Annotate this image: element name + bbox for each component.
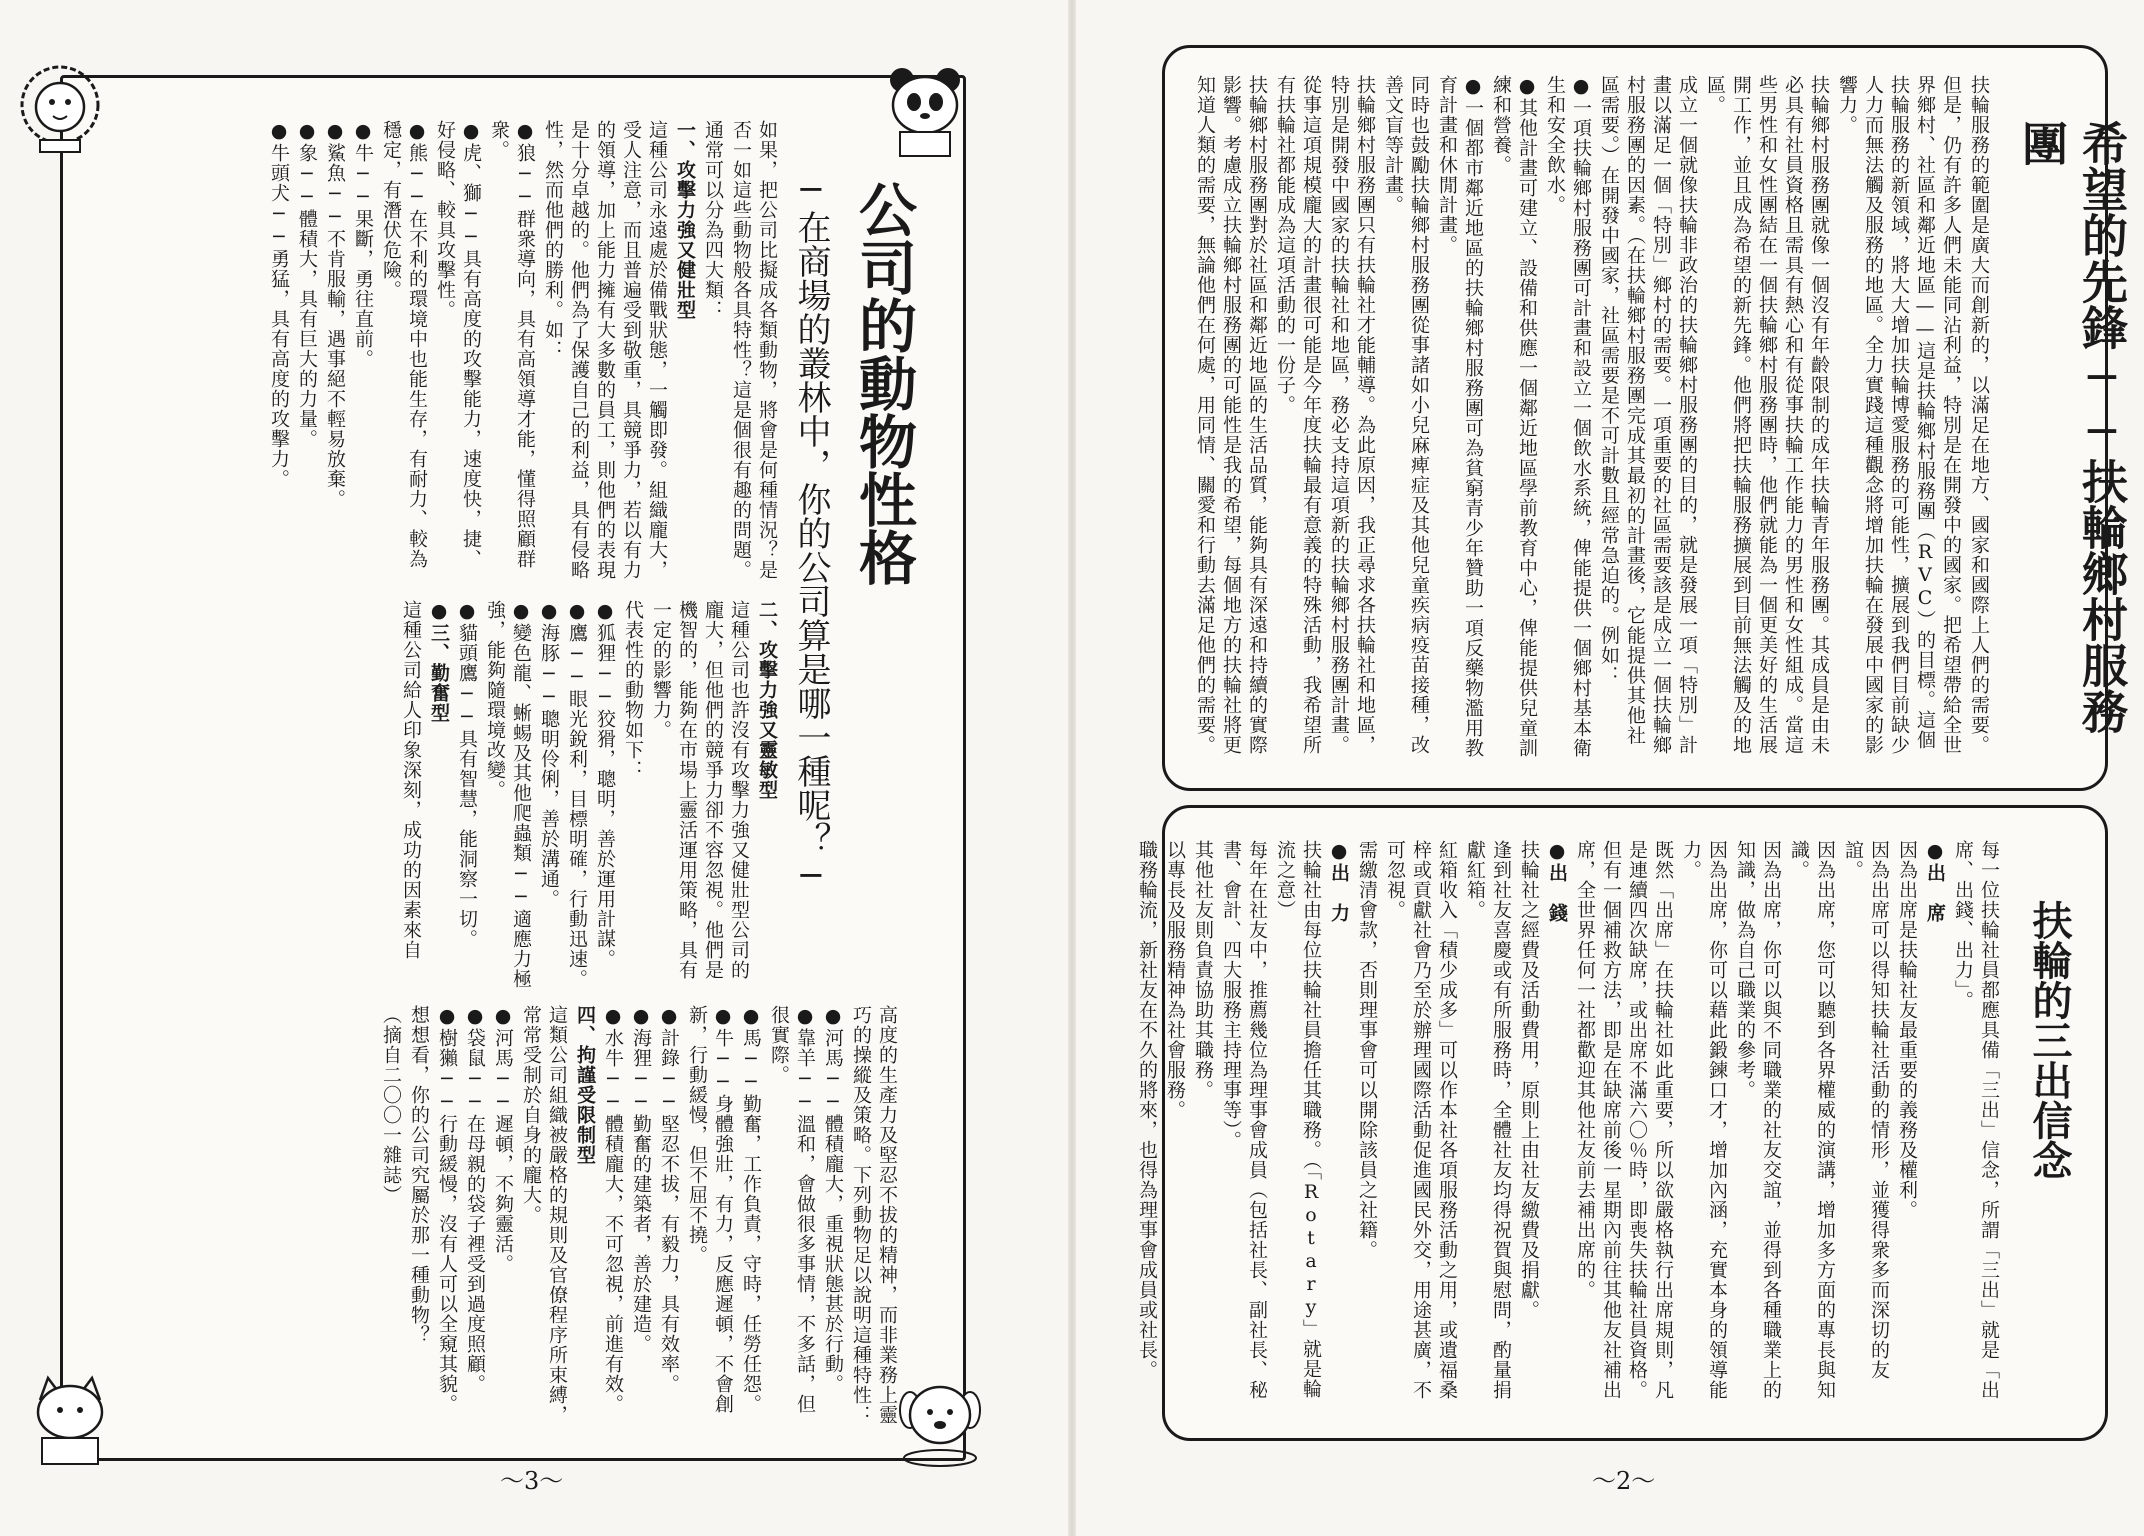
cat-mascot-icon	[20, 1370, 120, 1474]
tos-p8: ●出 錢	[1546, 840, 1568, 923]
col1-p7: ●牛──果斷，勇往直前。	[352, 120, 374, 369]
col3-p13: 想想看，你的公司究屬於那一種動物？	[408, 1005, 430, 1345]
three-outs-title: 扶輪的三出信念	[2026, 900, 2072, 1180]
tos-p2: 因為出席是扶輪社友最重要的義務及權利。	[1896, 840, 1918, 1220]
rvc-p0: 扶輪服務的範圍是廣大而創新的，以滿足在地方、國家和國際上人們的需要。	[1968, 75, 1990, 755]
rvc-body	[1192, 75, 1992, 765]
col2-p4: ●鷹──眼光銳利，目標明確，行動迅速。	[566, 600, 588, 989]
rvc-p4: ●一項扶輪鄉村服務團可計畫和設立一個飲水系統，俾能提供一個鄉村基本衛生和安全飲水。	[1544, 75, 1592, 758]
col3-p1: ●河馬──體積龐大，重視狀態甚於行動。	[822, 1005, 844, 1394]
col2-p2: 代表性的動物如下：	[622, 600, 644, 780]
tos-p18: 職務輪流，新社友在不久的將來，也得為理事會成員或社長。	[1136, 840, 1158, 1380]
rvc-p7: 同時也鼓勵扶輪鄉村服務團從事諸如小兒麻痺症及其他兒童疾病疫苗接種，改善文盲等計畫。	[1382, 75, 1430, 755]
col3-p8: 四、拘謹受限制型	[574, 1005, 596, 1165]
rvc-p2: 扶輪鄉村服務團就像一個沒有年齡限制的成年扶輪青年服務團。其成員是由未必具有社員資格且需具有熱心和有從事扶輪工作能力的男性和女性組成。當這些男性和女性團結在一個扶輪鄉村服務團時，他們就能為一個更美好的生活展開工作，並且成為希望的新先鋒。他們將把扶輪服務擴展到目前無法觸及的地區。	[1704, 75, 1830, 755]
rvc-p5: ●其他計畫可建立、設備和供應一個鄰近地區學前教育中心，俾能提供兒童訓練和營養。	[1490, 75, 1538, 758]
rvc-title: 希望的先鋒──扶輪鄉村服務團	[2015, 120, 2129, 734]
col2-p7: ●貓頭鷹──具有智慧，能洞察一切。	[456, 600, 478, 949]
article-column-3	[120, 1005, 900, 1425]
col3-p6: ●海狸──勤奮的建築者，善於建造。	[630, 1005, 652, 1354]
col1-p6: ●熊──在不利的環境中也能生存，有耐力、較為穩定，有潛伏危險。	[380, 120, 428, 569]
tos-p11: 紅箱收入「積少成多」可以作本社各項服務活動之用，或遺福桑梓或貢獻社會乃至於辦理國際活動促進國民外交，用途甚廣，不可忽視。	[1384, 840, 1458, 1400]
col2-p5: ●海豚──聰明伶俐，善於溝通。	[538, 600, 560, 909]
col2-p8: ●三、勤奮型	[428, 600, 450, 723]
rvc-p3: 成立一個就像扶輪非政治的扶輪鄉村服務團的目的，就是發展一項「特別」計畫以滿足一個「特別」鄉村的需要。一項重要的社區需要該是成立一個扶輪鄉村服務團的因素。（在扶輪鄉村服務團完成其最初的計畫後，它能提供其他社區需要。）在開發中國家，社區需要是不可計數且經常急迫的。例如：	[1598, 75, 1698, 755]
col3-p9: 這類公司組織被嚴格的規則及官僚程序所束縛，常常受制於自身的龐大。	[520, 1005, 568, 1425]
tos-p14: 扶輪社由每位扶輪社員擔任其職務。（「Rotary」就是輪流之意）	[1274, 840, 1322, 1399]
tos-p4: 因為出席，您可以聽到各界權威的演講，增加多方面的專長與知識。	[1788, 840, 1836, 1400]
col3-p14: （摘自二〇〇一雜誌）	[380, 1005, 402, 1205]
puppy-mascot-icon	[890, 1370, 990, 1474]
col2-p1: 這種公司也許沒有攻擊力強又健壯型公司的龐大，但他們的競爭力卻不容忽視。他們是機智的，能夠在市場上靈活運用策略，具有一定的影響力。	[650, 600, 750, 980]
col3-p5: ●計錄──堅忍不拔，有毅力，具有效率。	[658, 1005, 680, 1394]
tos-p9: 扶輪社之經費及活動費用，原則上由社友繳費及捐獻。	[1518, 840, 1540, 1320]
tos-p13: ●出 力	[1328, 840, 1350, 923]
tos-p10: 逢到社友喜慶或有所服務時，全體社友均得祝賀與慰問，酌量捐獻紅箱。	[1464, 840, 1512, 1400]
col1-p0: 如果，把公司比擬成各類動物，將會是何種情況？是否一如這些動物般各具特性？這是個很有趣的問題。	[730, 120, 778, 580]
col1-p9: ●象──體積大，具有巨大的力量。	[296, 120, 318, 449]
tos-p6: 因為出席，你可以藉此鍛鍊口才，增加內涵，充實本身的領導能力。	[1680, 840, 1728, 1400]
page-2	[1072, 0, 2144, 1536]
col3-p11: ●袋鼠──在母親的袋子裡受到過度照顧。	[464, 1005, 486, 1394]
col2-p6: ●變色龍、蜥蜴及其他爬蟲類──適應力極強，能夠隨環境改變。	[484, 600, 532, 989]
lion-mascot-icon	[10, 60, 110, 159]
tos-p5: 因為出席，你可以與不同職業的社友交誼，並得到各種職業上的知識，做為自己職業的參考。	[1734, 840, 1782, 1400]
col1-p2: 一、攻擊力強又健壯型	[674, 120, 696, 320]
rvc-p6: ●一個都市鄰近地區的扶輪鄉村服務團可為貧窮青少年贊助一項反藥物濫用教育計畫和休閒計畫。	[1436, 75, 1484, 758]
col3-p2: ●靠羊──溫和，會做很多事情，不多話，但很實際。	[768, 1005, 816, 1414]
col1-p3: 這種公司永遠處於備戰狀態，一觸即發。組織龐大，受人注意，而且普遍受到敬重，具競爭力，若以有力的領導，加上能力擁有大多數的員工，則他們的表現是十分卓越的。他們為了保護自己的利益，具有侵略性，然而他們的勝利。如：	[542, 120, 668, 580]
tos-p16: 其他社友則負責協助其職務。	[1192, 840, 1214, 1100]
rvc-p10: 扶輪鄉村服務團對於社區和鄰近地區的生活品質，能夠具有深遠和持續的實際影響。考慮成立扶輪鄉村服務團的可能性是我的希望，每個地方的扶輪社將更知道人類的需要，無論他們在何處，用同情、關愛和行動去滿足他們的需要。	[1194, 75, 1268, 755]
col3-p7: ●水牛──體積龐大，不可忽視，前進有效。	[602, 1005, 624, 1414]
col1-p4: ●狼──群衆導向，具有高領導才能，懂得照顧群衆。	[488, 120, 536, 569]
col1-p10: ●牛頭犬──勇猛，具有高度的攻擊力。	[268, 120, 290, 489]
rvc-p8: 扶輪鄉村服務團只有扶輪社才能輔導。為此原因，我正尋求各扶輪社和地區，特別是開發中國家的扶輪社和地區，務必支持這項新的扶輪鄉村服務團計畫。	[1328, 75, 1376, 755]
rvc-p1: 但是，仍有許多人們未能同沾利益，特別是在開發中的國家。把希望帶給全世界鄉村、社區和鄰近地區——這是扶輪鄉村服務團（RVC）的目標。這個扶輪服務的新領域，將大大增加扶輪博愛服務的可能性，擴展到我們目前缺少人力而無法觸及服務的地區。全力實踐這種觀念將增加扶輪在發展中國家的影響力。	[1836, 75, 1962, 755]
rvc-p9: 從事這項規模龐大的計畫很可能是今年度扶輪最有意義的特殊活動，我希望所有扶輪社都能成為這項活動的一份子。	[1274, 75, 1322, 755]
tos-p7: 既然「出席」在扶輪社如此重要，所以欲嚴格執行出席規則，凡是連續四次缺席，或出席不滿六〇％時，即喪失扶輪社員資格。但有一個補救方法，即是在缺席前後一星期內前往其他友社補出席，全世界任何一社都歡迎其他社友前去補出席的。	[1574, 840, 1674, 1400]
tos-p12: 需繳清會款，否則理事會可以開除該員之社籍。	[1356, 840, 1378, 1260]
article-column-2	[120, 600, 780, 990]
col3-p3: ●馬──勤奮，工作負責，守時，任勞任怨。	[740, 1005, 762, 1414]
col2-p0: 二、攻擊力強又靈敏型	[756, 600, 778, 800]
col3-p0: 高度的生產力及堅忍不拔的精神，而非業務上靈巧的操縱及策略。下列動物足以說明這種特性：	[850, 1005, 898, 1425]
panda-mascot-icon	[880, 60, 970, 164]
tos-p15: 每年在社友中，推薦幾位為理事會成員（包括社長、副社長、秘書、會計、四大服務主持理事等）。	[1220, 840, 1268, 1400]
page-number: ～2～	[1592, 1467, 1656, 1495]
tos-p3: 因為出席可以得知扶輪社活動的情形，並獲得衆多而深切的友誼。	[1842, 840, 1890, 1380]
article-title: 公司的動物性格	[849, 180, 917, 586]
three-outs-body	[1136, 840, 2002, 1410]
col1-p1: 通常可以分為四大類：	[702, 120, 724, 320]
col3-p12: ●樹獺──行動緩慢，沒有人可以全窺其貌。	[436, 1005, 458, 1414]
tos-p1: ●出 席	[1924, 840, 1946, 923]
col3-p4: ●牛──身體強壯，有力，反應遲頓，不會創新，行動緩慢，但不屈不撓。	[686, 1005, 734, 1414]
article-subtitle: ─在商場的叢林中，你的公司算是哪一種呢？─	[791, 170, 831, 896]
col3-p10: ●河馬──遲頓，不夠靈活。	[492, 1005, 514, 1274]
col1-p5: ●虎、獅──具有高度的攻擊能力，速度快，捷、好侵略、較具攻擊性。	[434, 120, 482, 569]
col2-p9: 這種公司給人印象深刻，成功的因素來自	[400, 600, 422, 960]
tos-p0: 每一位扶輪社員都應具備「三出」信念，所謂「三出」就是「出席、出錢、出力」。	[1952, 840, 2000, 1400]
page-number: ～3～	[500, 1467, 564, 1495]
col1-p8: ●鯊魚──不肯服輸，遇事絕不輕易放棄。	[324, 120, 346, 509]
article-column-1	[120, 120, 780, 580]
tos-p17: 以專長及服務精神為社會服務。	[1164, 840, 1186, 1120]
col2-p3: ●狐狸──狡猾，聰明，善於運用計謀。	[594, 600, 616, 969]
